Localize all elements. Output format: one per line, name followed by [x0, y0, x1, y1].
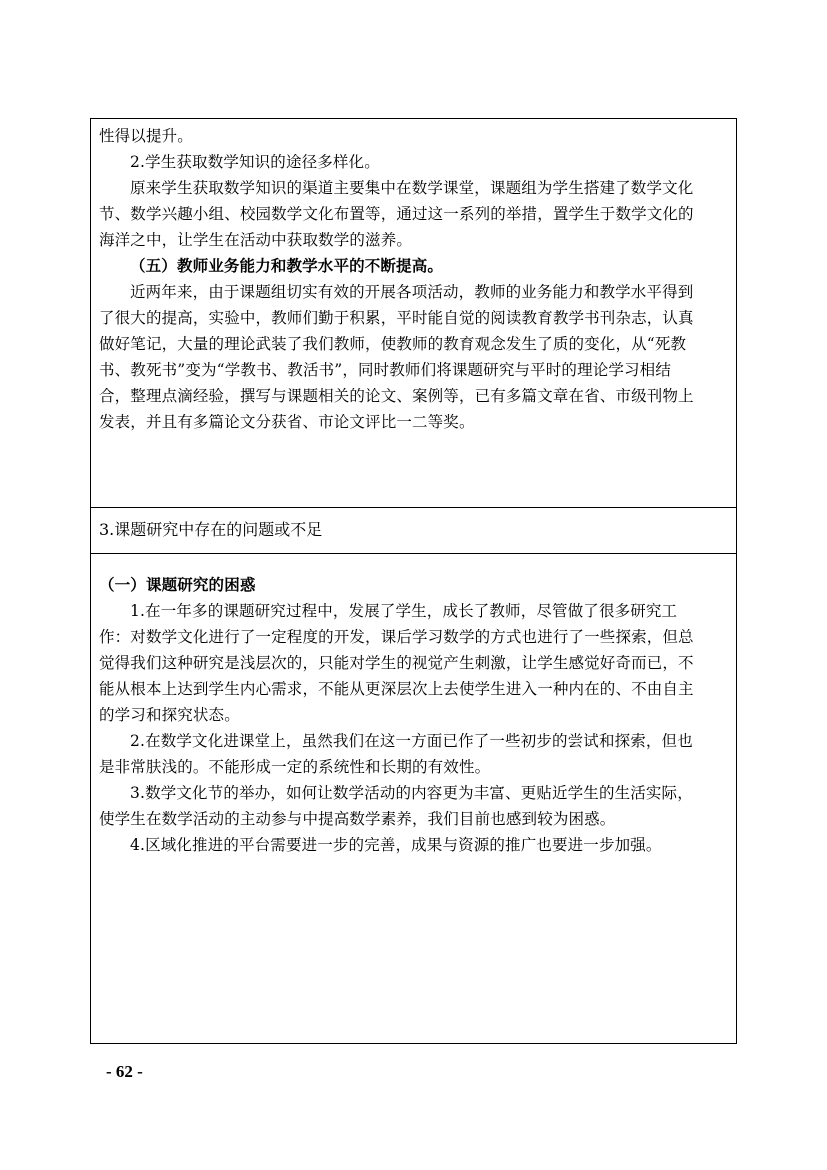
achievements-continued: [99, 123, 728, 435]
paragraph-line: 合，整理点滴经验，撰写与课题相关的论文、案例等，已有多篇文章在省、市级刊物上: [99, 387, 694, 405]
paragraph-line: 性得以提升。: [99, 127, 193, 145]
problems-content: [99, 572, 728, 858]
table-divider: [91, 553, 736, 554]
section-heading: （五）教师业务能力和教学水平的不断提高。: [130, 256, 444, 275]
paragraph-line: 做好笔记，大量的理论武装了我们教师，使教师的教育观念发生了质的变化，从“死教: [99, 335, 687, 353]
table-divider: [91, 507, 736, 508]
paragraph-line: 2.学生获取数学知识的途径多样化。: [130, 153, 380, 171]
report-table: [90, 118, 737, 1044]
page-number: - 62 -: [106, 1062, 143, 1081]
paragraph-line: 觉得我们这种研究是浅层次的，只能对学生的视觉产生刺激，让学生感觉好奇而已，不: [99, 654, 694, 672]
paragraph-line: 1.在一年多的课题研究过程中，发展了学生，成长了教师，尽管做了很多研究工: [130, 602, 678, 620]
paragraph-line: 原来学生获取数学知识的渠道主要集中在数学课堂，课题组为学生搭建了数学文化: [130, 179, 694, 197]
paragraph-line: 4.区域化推进的平台需要进一步的完善，成果与资源的推广也要进一步加强。: [130, 836, 662, 854]
paragraph-line: 的学习和探究状态。: [99, 706, 240, 724]
paragraph-line: 了很大的提高，实验中，教师们勤于积累，平时能自觉的阅读教育教学书刊杂志，认真: [99, 309, 694, 327]
section-3-caption: 3.课题研究中存在的问题或不足: [99, 520, 323, 539]
paragraph-line: 近两年来，由于课题组切实有效的开展各项活动，教师的业务能力和教学水平得到: [130, 283, 694, 301]
paragraph-line: 海洋之中，让学生在活动中获取数学的滋养。: [99, 231, 413, 249]
section-3-caption-cell: [99, 516, 728, 544]
section-heading: （一）课题研究的困惑: [99, 575, 256, 594]
paragraph-line: 使学生在数学活动的主动参与中提高数学素养，我们目前也感到较为困惑。: [99, 810, 616, 828]
paragraph-line: 能从根本上达到学生内心需求，不能从更深层次上去使学生进入一种内在的、不由自主: [99, 680, 694, 698]
paragraph-line: 节、数学兴趣小组、校园数学文化布置等，通过这一系列的举措，置学生于数学文化的: [99, 205, 694, 223]
paragraph-line: 2.在数学文化进课堂上，虽然我们在这一方面已作了一些初步的尝试和探索，但也: [130, 732, 693, 750]
paragraph-line: 作：对数学文化进行了一定程度的开发，课后学习数学的方式也进行了一些探索，但总: [99, 628, 694, 646]
paragraph-line: 是非常肤浅的。不能形成一定的系统性和长期的有效性。: [99, 758, 491, 776]
paragraph-line: 发表，并且有多篇论文分获省、市论文评比一二等奖。: [99, 413, 475, 431]
paragraph-line: 3.数学文化节的举办，如何让数学活动的内容更为丰富、更贴近学生的生活实际，: [130, 784, 693, 802]
paragraph-line: 书、教死书”变为“学教书、教活书”，同时教师们将课题研究与平时的理论学习相结: [99, 361, 671, 379]
